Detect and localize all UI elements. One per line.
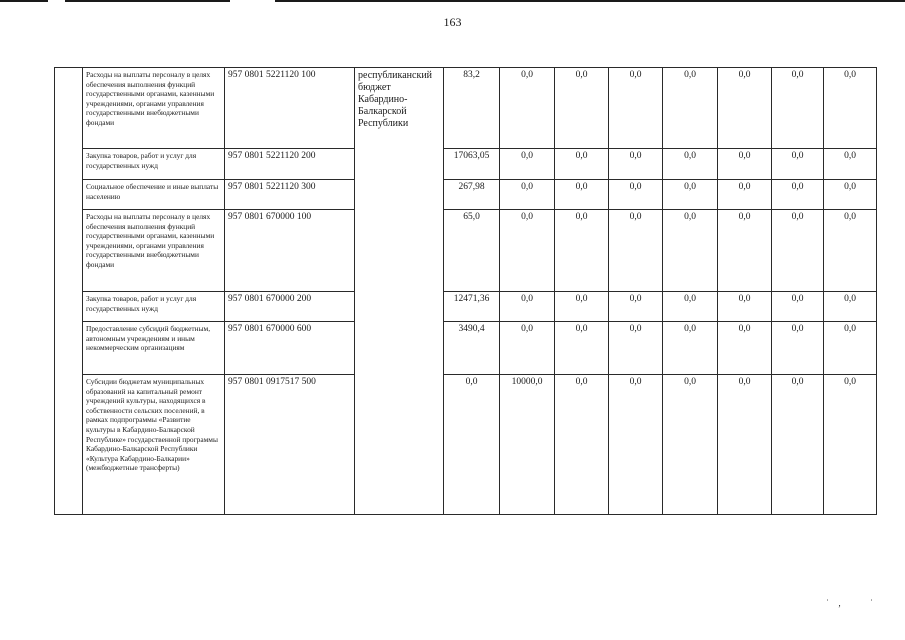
value-cell: 0,0 xyxy=(555,375,609,515)
value-cell: 0,0 xyxy=(663,68,718,149)
value-cell: 0,0 xyxy=(824,68,877,149)
code-cell: 957 0801 670000 200 xyxy=(225,292,355,322)
table-row xyxy=(55,375,877,515)
value-cell: 0,0 xyxy=(555,292,609,322)
value-cell: 0,0 xyxy=(718,180,772,210)
value-cell: 0,0 xyxy=(500,149,555,180)
purpose-cell: Социальное обеспечение и иные выплаты населению xyxy=(83,180,225,210)
value-cell: 0,0 xyxy=(718,375,772,515)
value-cell: 10000,0 xyxy=(500,375,555,515)
value-cell: 0,0 xyxy=(718,292,772,322)
scan-speck: ‚ xyxy=(838,598,841,608)
scan-speck: ˙ xyxy=(826,598,829,608)
value-cell: 0,0 xyxy=(772,322,824,375)
page-number: 163 xyxy=(443,15,462,29)
value-cell: 0,0 xyxy=(609,375,663,515)
value-cell: 0,0 xyxy=(500,180,555,210)
table-row xyxy=(55,210,877,292)
value-cell: 0,0 xyxy=(824,292,877,322)
value-cell: 0,0 xyxy=(500,210,555,292)
value-cell: 0,0 xyxy=(609,68,663,149)
value-cell: 0,0 xyxy=(555,322,609,375)
value-cell: 0,0 xyxy=(444,375,500,515)
value-cell: 0,0 xyxy=(663,292,718,322)
value-cell: 3490,4 xyxy=(444,322,500,375)
code-cell: 957 0801 5221120 200 xyxy=(225,149,355,180)
value-cell: 0,0 xyxy=(718,68,772,149)
source-cell: республиканский бюджет Кабардино-Балкарской Республики xyxy=(355,68,444,515)
purpose-cell: Предоставление субсидий бюджетным, автономным учреждениям и иным некоммерческим организациям xyxy=(83,322,225,375)
value-cell: 0,0 xyxy=(718,149,772,180)
purpose-cell: Закупка товаров, работ и услуг для государственных нужд xyxy=(83,149,225,180)
purpose-cell: Закупка товаров, работ и услуг для государственных нужд xyxy=(83,292,225,322)
value-cell: 0,0 xyxy=(824,322,877,375)
code-cell: 957 0801 5221120 100 xyxy=(225,68,355,149)
value-cell: 0,0 xyxy=(609,180,663,210)
value-cell: 0,0 xyxy=(500,322,555,375)
value-cell: 0,0 xyxy=(555,180,609,210)
table-row xyxy=(55,149,877,180)
header-rule-mid xyxy=(65,0,230,2)
purpose-cell: Расходы на выплаты персоналу в целях обеспечения выполнения функций государственными органами, казенными учреждениями, органами управления государственными внебюджетными фондами xyxy=(83,68,225,149)
budget-table xyxy=(54,67,877,515)
value-cell: 0,0 xyxy=(718,322,772,375)
value-cell: 0,0 xyxy=(609,292,663,322)
value-cell: 0,0 xyxy=(824,180,877,210)
value-cell: 0,0 xyxy=(772,292,824,322)
table-row xyxy=(55,180,877,210)
value-cell: 0,0 xyxy=(500,68,555,149)
value-cell: 0,0 xyxy=(824,210,877,292)
code-cell: 957 0801 670000 600 xyxy=(225,322,355,375)
value-cell: 65,0 xyxy=(444,210,500,292)
value-cell: 17063,05 xyxy=(444,149,500,180)
value-cell: 0,0 xyxy=(663,322,718,375)
value-cell: 0,0 xyxy=(824,149,877,180)
value-cell: 0,0 xyxy=(772,68,824,149)
purpose-cell: Субсидии бюджетам муниципальных образований на капитальный ремонт учреждений культуры, находящихся в собственности сельских поселений, в рамках подпрограммы «Развитие культуры в Кабардино-Балкарской Республике» государственной программы Кабардино-Балкарской Республики «Культура Кабардино-Балкарии» (межбюджетные трансферты) xyxy=(83,375,225,515)
value-cell: 0,0 xyxy=(772,180,824,210)
table-row xyxy=(55,292,877,322)
value-cell: 0,0 xyxy=(609,210,663,292)
value-cell: 0,0 xyxy=(663,149,718,180)
value-cell: 0,0 xyxy=(663,375,718,515)
value-cell: 0,0 xyxy=(772,375,824,515)
value-cell: 0,0 xyxy=(555,149,609,180)
value-cell: 0,0 xyxy=(500,292,555,322)
value-cell: 83,2 xyxy=(444,68,500,149)
index-cell xyxy=(55,68,83,515)
value-cell: 12471,36 xyxy=(444,292,500,322)
value-cell: 0,0 xyxy=(555,210,609,292)
value-cell: 0,0 xyxy=(663,180,718,210)
value-cell: 0,0 xyxy=(772,210,824,292)
code-cell: 957 0801 670000 100 xyxy=(225,210,355,292)
value-cell: 0,0 xyxy=(718,210,772,292)
value-cell: 0,0 xyxy=(663,210,718,292)
purpose-cell: Расходы на выплаты персоналу в целях обеспечения выполнения функций государственными органами, казенными учреждениями, органами управления государственными внебюджетными фондами xyxy=(83,210,225,292)
value-cell: 0,0 xyxy=(772,149,824,180)
code-cell: 957 0801 5221120 300 xyxy=(225,180,355,210)
value-cell: 0,0 xyxy=(609,149,663,180)
value-cell: 0,0 xyxy=(555,68,609,149)
code-cell: 957 0801 0917517 500 xyxy=(225,375,355,515)
header-rule-left xyxy=(0,0,48,2)
scan-speck: ˙ xyxy=(870,598,873,608)
header-rule-right xyxy=(275,0,905,2)
value-cell: 0,0 xyxy=(824,375,877,515)
value-cell: 267,98 xyxy=(444,180,500,210)
table-row xyxy=(55,322,877,375)
table-row xyxy=(55,68,877,149)
value-cell: 0,0 xyxy=(609,322,663,375)
